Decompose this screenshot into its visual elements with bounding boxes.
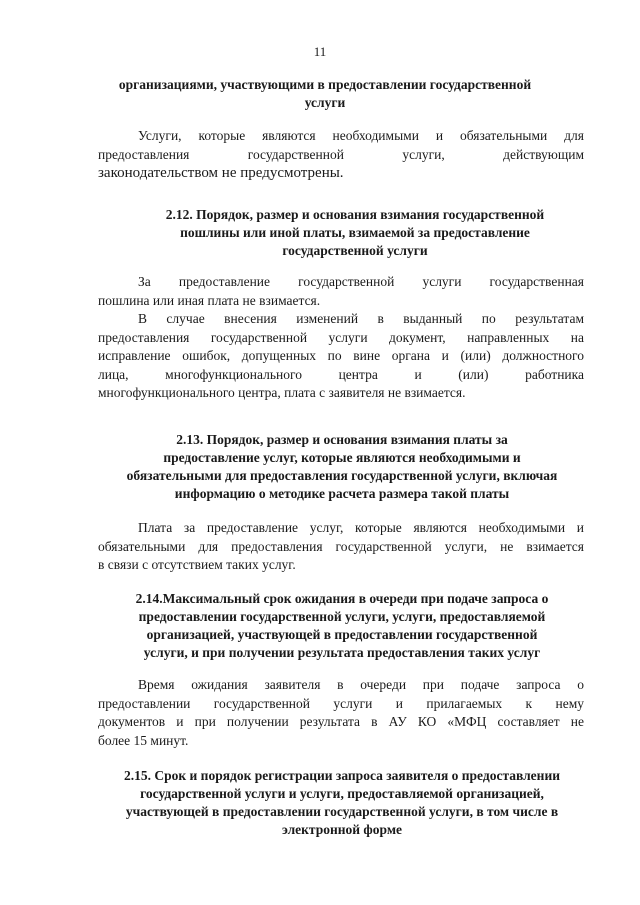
heading-line: предоставлении государственной услуги, услуги, предоставляемой [138, 609, 546, 624]
paragraph-services-not-provided [98, 127, 584, 183]
paragraph-line: законодательством не предусмотрены. [98, 165, 344, 181]
heading-line: организациями, участвующими в предоставлении государственной [118, 77, 532, 92]
paragraph-line: Время ожидания заявителя в очереди при подаче запроса о [138, 677, 584, 692]
heading-line: государственной услуги [282, 243, 428, 258]
paragraph-line: Услуги, которые являются необходимыми и обязательными для [138, 128, 584, 143]
heading-line: информацию о методике расчета размера такой платы [174, 486, 510, 501]
section-heading-2-13 [98, 431, 586, 503]
paragraph-line: предоставления государственной услуги документ, направленных на [98, 329, 584, 345]
section-heading-2-15 [98, 767, 586, 839]
section-heading-2-12 [130, 206, 580, 260]
heading-line: услуги, и при получении результата предоставления таких услуг [143, 645, 541, 660]
paragraph-line: документов и при получении результата в АУ КО «МФЦ составляет не [98, 714, 584, 729]
paragraph-line: предоставления государственной услуги, действующим [98, 146, 584, 162]
paragraph-no-fee-services [98, 519, 584, 575]
heading-line: 2.12. Порядок, размер и основания взимания государственной [165, 207, 545, 222]
paragraph-line: в связи с отсутствием таких услуг. [98, 557, 296, 572]
paragraph-line: Плата за предоставление услуг, которые являются необходимыми и [138, 520, 584, 535]
page-number: 11 [313, 44, 327, 59]
heading-line: 2.15. Срок и порядок регистрации запроса заявителя о предоставлении [123, 768, 561, 783]
paragraph-line: В случае внесения изменений в выданный по результатам [138, 311, 584, 326]
paragraph-no-fee [98, 273, 584, 310]
heading-line: электронной форме [281, 822, 403, 837]
paragraph-line: исправление ошибок, допущенных по вине органа и (или) должностного [98, 348, 584, 363]
paragraph-line: пошлина или иная плата не взимается. [98, 292, 321, 308]
heading-line: обязательными для предоставления государственной услуги, включая [126, 468, 558, 483]
section-heading-continuation [95, 76, 555, 112]
heading-line: услуги [304, 95, 346, 110]
heading-line: пошлины или иной платы, взимаемой за предоставление [180, 225, 530, 240]
paragraph-line: За предоставление государственной услуги государственная [138, 274, 584, 289]
heading-line: государственной услуги и услуги, предоставляемой организацией, [140, 786, 544, 801]
heading-line: 2.13. Порядок, размер и основания взимания платы за [176, 432, 508, 447]
paragraph-line: многофункционального центра, плата с заявителя не взимается. [98, 385, 466, 400]
heading-line: 2.14.Максимальный срок ожидания в очереди при подаче запроса о [135, 591, 549, 606]
heading-line: участвующей в предоставлении государственной услуги, в том числе в [125, 804, 559, 819]
paragraph-line: более 15 минут. [98, 732, 189, 748]
heading-line: предоставление услуг, которые являются необходимыми и [163, 450, 521, 465]
paragraph-line: лица, многофункционального центра и (или) работника [98, 366, 584, 382]
section-heading-2-14 [98, 590, 586, 662]
heading-line: организацией, участвующей в предоставлении государственной [146, 627, 538, 642]
paragraph-line: предоставлении государственной услуги и прилагаемых к нему [98, 695, 584, 711]
paragraph-line: обязательными для предоставления государственной услуги, не взимается [98, 538, 584, 554]
paragraph-waiting-time [98, 676, 584, 750]
paragraph-corrections [98, 310, 584, 403]
